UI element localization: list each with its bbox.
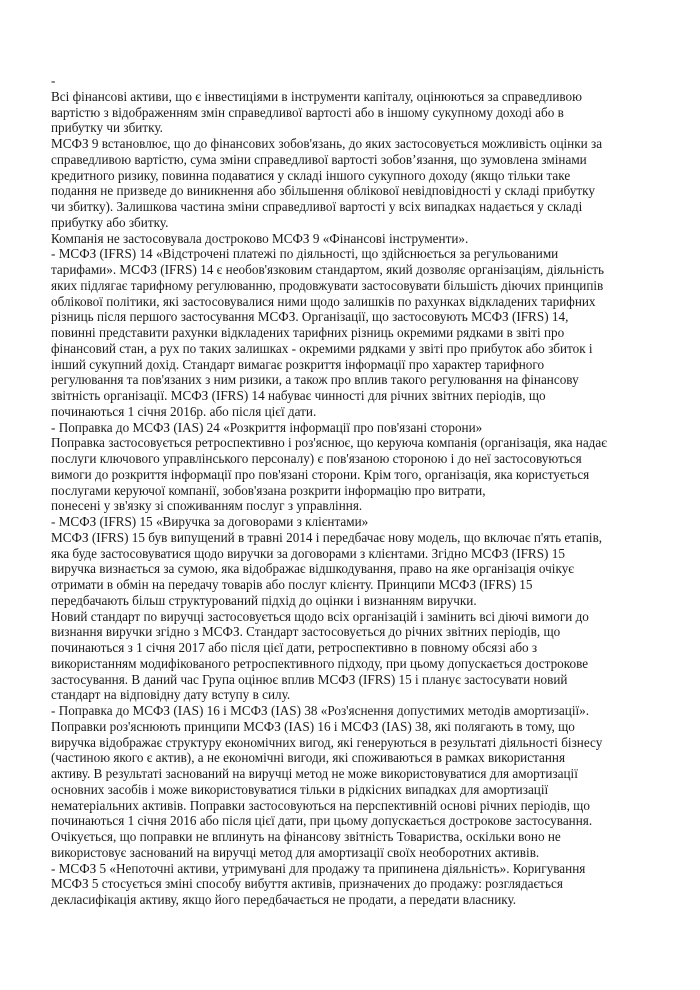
text-line: інший сукупний дохід. Стандарт вимагає розкриття інформації про характер тарифного — [51, 356, 545, 372]
text-line: звітність організації. МСФЗ (IFRS) 14 набуває чинності для річних звітних періодів, що — [51, 388, 546, 403]
text-line: використовує заснований на виручці метод для амортизації своїх необоротних активів. — [51, 844, 540, 860]
text-line: Поправки роз'яснюють принципи МСФЗ (IAS) 16 і МСФЗ (IAS) 38, які полягають в тому, що — [51, 718, 575, 734]
text-line: чи збитку). Залишкова частина зміни справедливої вартості у всіх випадках надається у складі — [51, 199, 583, 214]
text-line: Поправка застосовується ретроспективно і роз'яснює, що керуюча компанія (організація, яка надає — [51, 435, 607, 451]
text-line: - МСФЗ 5 «Непоточні активи, утримувані для продажу та припинена діяльність». Коригування — [51, 860, 586, 876]
text-line: отримати в обмін на передачу товарів або послуг клієнту. Принципи МСФЗ (IFRS) 15 — [51, 577, 533, 592]
text-line: Очікується, що поправки не вплинуть на фінансову звітність Товариства, оскільки воно не — [51, 829, 561, 844]
text-line: яка буде застосовуватися щодо виручки за договорами з клієнтами. Згідно МСФЗ (IFRS) 15 — [51, 545, 565, 561]
document-body — [51, 73, 680, 908]
text-line: передбачають більш структурований підхід до оцінки і визнанням виручки. — [51, 592, 477, 608]
text-line: фінансовий стан, а рух по таких залишках - окремими рядками у звіті про прибуток або збиток і — [51, 340, 593, 356]
text-line: - Поправка до МСФЗ (IAS) 16 і МСФЗ (IAS) 38 «Роз'яснення допустимих методів амортизації». — [51, 703, 590, 718]
text-line: застосування. В даний час Група оцінює вплив МСФЗ (IFRS) 15 і планує застосувати новий — [51, 671, 568, 687]
text-line: - Поправка до МСФЗ (IAS) 24 «Розкриття інформації про пов'язані сторони» — [51, 419, 483, 435]
text-line: (частиною якого є актив), а не економічні вигоди, які споживаються в рамках використання — [51, 750, 566, 766]
text-line: починаються з 1 січня 2017 або після цієї дати, ретроспективно в повному обсязі або з — [51, 640, 538, 655]
text-line: прибутку чи збитку. — [51, 120, 163, 136]
text-line: - МСФЗ (IFRS) 15 «Виручка за договорами з клієнтами» — [51, 514, 369, 529]
text-line: МСФЗ 9 встановлює, що до фінансових зобов'язань, до яких застосовується можливість оцінки за — [51, 136, 603, 151]
text-line: декласифікація активу, якщо його передбачається не продати, а передати власнику. — [51, 892, 517, 907]
text-line: виручка відображає структуру економічних вигод, які генеруються в результаті діяльності бізнесу — [51, 734, 603, 750]
text-line: яких підлягає тарифному регулюванню, продовжувати застосовувати більшість діючих принципів — [51, 277, 604, 293]
text-line: повинні представити рахунки відкладених тарифних різниць окремими рядками в звіті про — [51, 325, 565, 340]
text-line: вартістю з відображенням змін справедливої вартості або в іншому сукупному доході або в — [51, 104, 564, 120]
text-line: прибутку або збитку. — [51, 214, 169, 230]
text-line: справедливою вартістю, сума зміни справедливої вартості зобов’язання, що зумовлена змінами — [51, 151, 587, 167]
text-line: МСФЗ (IFRS) 15 був випущений в травні 2014 і передбачає нову модель, що включає п'ять етапів, — [51, 529, 603, 545]
text-line: МСФЗ 5 стосується зміні способу вибуття активів, призначених до продажу: розглядається — [51, 876, 563, 892]
text-line: кредитного ризику, повинна подаватися у складі іншого сукупного доходу (якщо тільки таке — [51, 167, 571, 183]
text-line: - — [51, 73, 56, 88]
text-line: - МСФЗ (IFRS) 14 «Відстрочені платежі по діяльності, що здійснюється за регульованими — [51, 246, 559, 262]
text-line: різниць після першого застосування МСФЗ. Організації, що застосовують МСФЗ (IFRS) 14, — [51, 309, 569, 325]
text-line: Новий стандарт по виручці застосовується щодо всіх організацій і замінить всі діючі вимоги до — [51, 608, 589, 624]
text-line: активу. В результаті заснований на виручці метод не може використовуватися для амортизації — [51, 766, 578, 781]
text-line: основних засобів і може використовуватися тільки в рідкісних випадках для амортизації — [51, 781, 549, 797]
text-line: стандарт на відповідну дату вступу в силу. — [51, 687, 291, 703]
text-line: вимоги до розкриття інформації про пов'язані сторони. Крім того, організація, яка користується — [51, 466, 590, 482]
text-line: використанням модифікованого ретроспективного підходу, при цьому допускається дострокове — [51, 655, 589, 671]
text-line: подання не призведе до виникнення або збільшення облікової невідповідності у складі прибутку — [51, 183, 595, 199]
text-line: визнання виручки згідно з МСФЗ. Стандарт застосовується до річних звітних періодів, що — [51, 624, 561, 640]
text-line: починаються 1 січня 2016 або після цієї дати, при цьому допускається дострокове застосування. — [51, 813, 593, 829]
text-line: облікової політики, які застосовувалися ними щодо залишків по рахунках відкладених тарифних — [51, 293, 596, 309]
text-line: послугами керуючої компанії, зобов'язана розкрити інформацію про витрати, — [51, 482, 486, 498]
text-line: понесені у зв'язку зі споживанням послуг з управління. — [51, 498, 363, 514]
text-line: послуги ключового управлінського персоналу) є пов'язаною стороною і до неї застосовуються — [51, 451, 582, 466]
text-line: починаються 1 січня 2016р. або після цієї дати. — [51, 403, 317, 419]
text-line: регулювання та пов'язаних з ним ризики, а також про вплив такого регулювання на фінансову — [51, 372, 579, 388]
text-line: Компанія не застосовувала достроково МСФЗ 9 «Фінансові інструменти». — [51, 230, 469, 246]
text-line: виручка визнається за сумою, яка відображає відшкодування, право на яке організація очікує — [51, 561, 574, 577]
text-line: нематеріальних активів. Поправки застосовуються на перспективній основі річних періодів, що — [51, 797, 590, 813]
text-line: тарифами». МСФЗ (IFRS) 14 є необов'язковим стандартом, який дозволяє організаціям, діяльність — [51, 262, 605, 277]
text-line: Всі фінансові активи, що є інвестиціями в інструменти капіталу, оцінюються за справедливою — [51, 88, 582, 104]
